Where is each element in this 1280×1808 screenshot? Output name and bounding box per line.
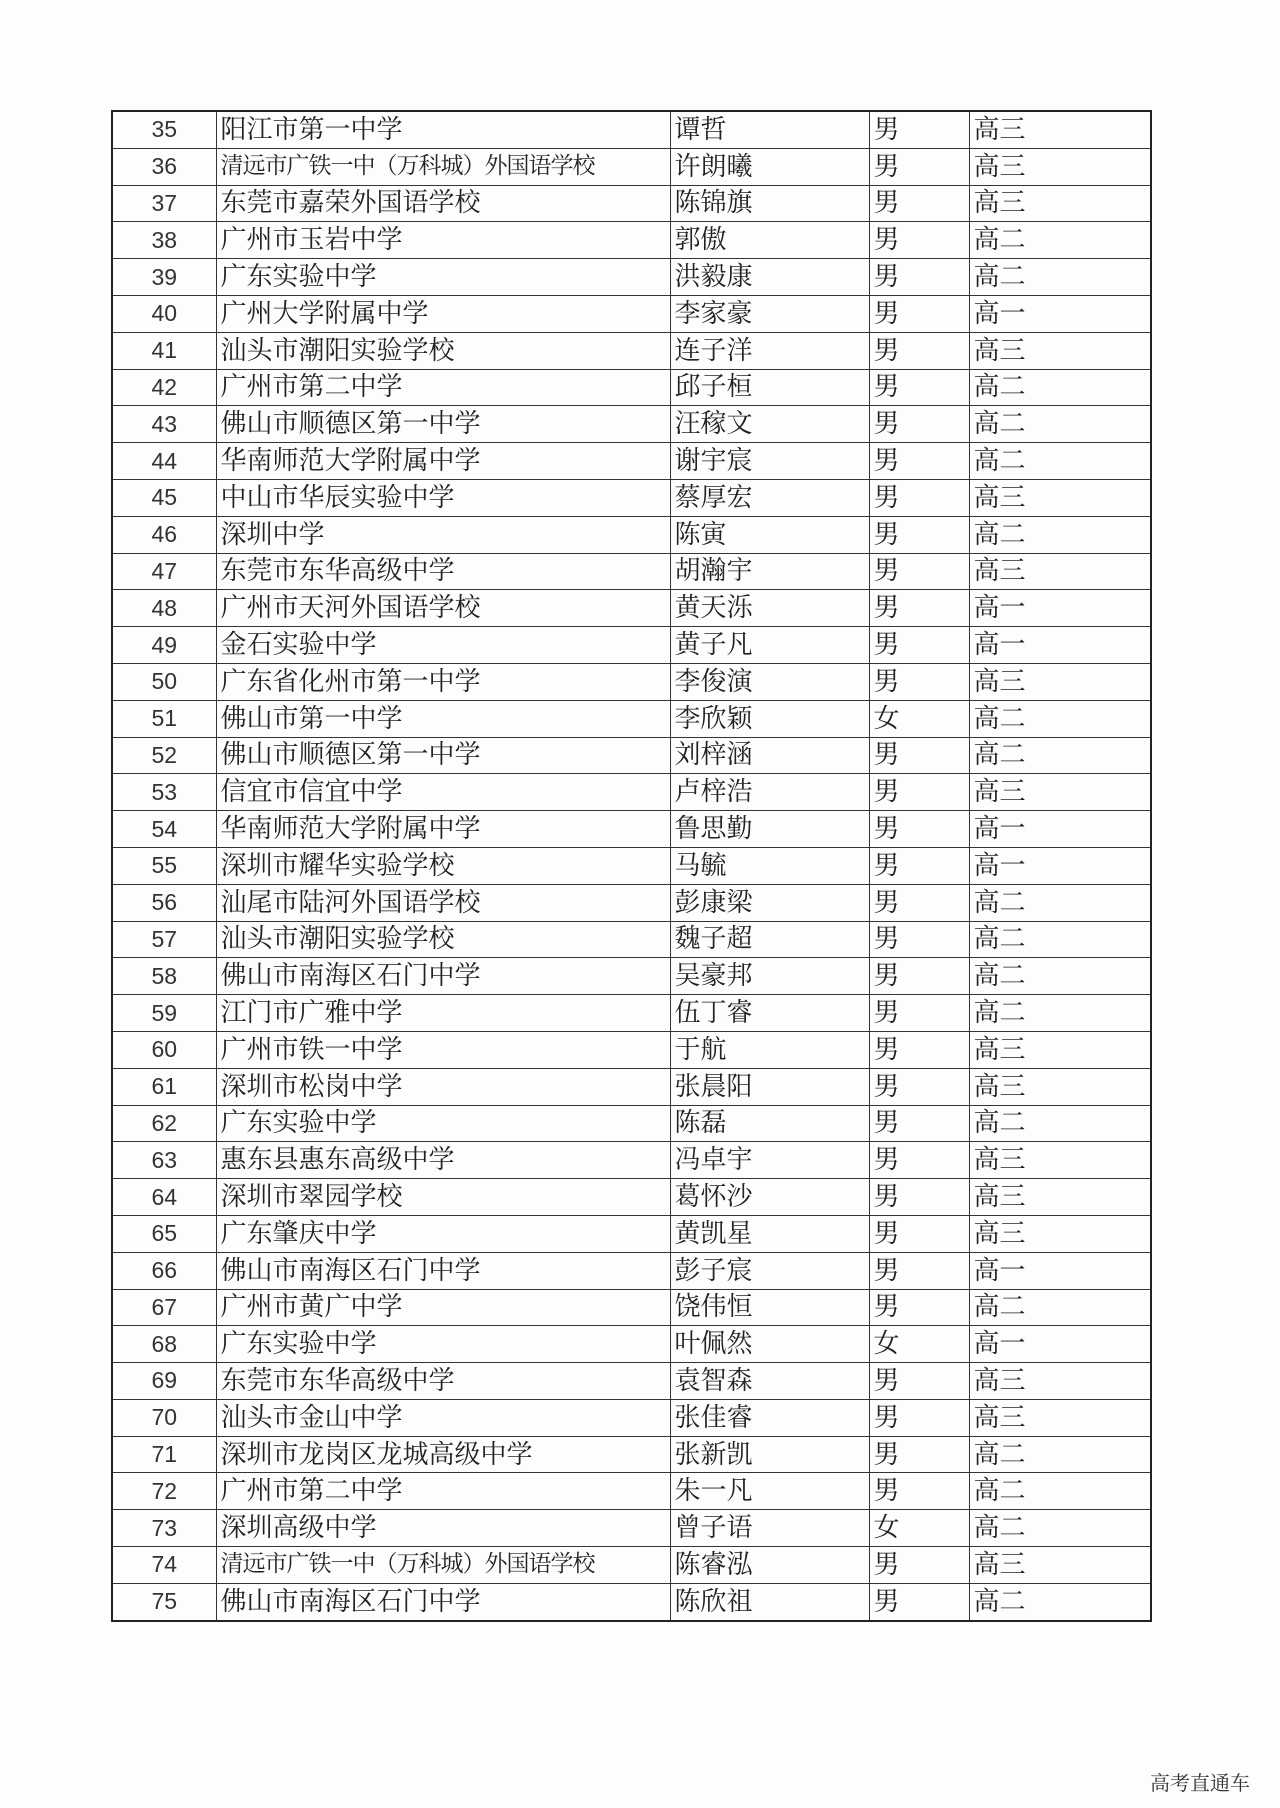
row-number: 38: [112, 222, 216, 259]
student-name-cell: 胡瀚宇: [670, 553, 869, 590]
row-number: 50: [112, 663, 216, 700]
row-number: 67: [112, 1289, 216, 1326]
row-number: 42: [112, 369, 216, 406]
row-number: 48: [112, 590, 216, 627]
student-name-cell: 许朗曦: [670, 148, 869, 185]
grade-cell: 高三: [969, 1179, 1151, 1216]
school-cell: 广州市天河外国语学校: [216, 590, 670, 627]
grade-cell: 高三: [969, 1399, 1151, 1436]
gender-cell: 男: [869, 590, 969, 627]
student-name-cell: 张佳睿: [670, 1399, 869, 1436]
table-row: [112, 295, 1151, 332]
student-name-cell: 伍丁睿: [670, 995, 869, 1032]
gender-cell: 男: [869, 185, 969, 222]
gender-cell: 男: [869, 1142, 969, 1179]
grade-cell: 高三: [969, 1363, 1151, 1400]
grade-cell: 高三: [969, 1215, 1151, 1252]
student-name-cell: 彭康梁: [670, 884, 869, 921]
school-cell: 清远市广铁一中（万科城）外国语学校: [216, 1547, 670, 1584]
table-row: [112, 185, 1151, 222]
student-name-cell: 彭子宸: [670, 1252, 869, 1289]
grade-cell: 高一: [969, 847, 1151, 884]
school-cell: 佛山市第一中学: [216, 700, 670, 737]
gender-cell: 男: [869, 1179, 969, 1216]
row-number: 73: [112, 1510, 216, 1547]
row-number: 40: [112, 295, 216, 332]
gender-cell: 男: [869, 1473, 969, 1510]
student-name-cell: 黄凯星: [670, 1215, 869, 1252]
row-number: 52: [112, 737, 216, 774]
table-row: [112, 1179, 1151, 1216]
table-row: [112, 1252, 1151, 1289]
row-number: 51: [112, 700, 216, 737]
school-cell: 广东肇庆中学: [216, 1215, 670, 1252]
grade-cell: 高二: [969, 737, 1151, 774]
row-number: 46: [112, 516, 216, 553]
school-cell: 深圳市龙岗区龙城高级中学: [216, 1436, 670, 1473]
gender-cell: 男: [869, 1215, 969, 1252]
gender-cell: 男: [869, 1289, 969, 1326]
grade-cell: 高一: [969, 1252, 1151, 1289]
row-number: 58: [112, 958, 216, 995]
row-number: 45: [112, 479, 216, 516]
grade-cell: 高二: [969, 921, 1151, 958]
grade-cell: 高二: [969, 995, 1151, 1032]
gender-cell: 男: [869, 811, 969, 848]
student-name-cell: 黄子凡: [670, 627, 869, 664]
table-row: [112, 406, 1151, 443]
school-cell: 佛山市顺德区第一中学: [216, 737, 670, 774]
table-row: [112, 1436, 1151, 1473]
table-row: [112, 1363, 1151, 1400]
table-row: [112, 1326, 1151, 1363]
student-name-cell: 陈寅: [670, 516, 869, 553]
gender-cell: 男: [869, 111, 969, 148]
school-cell: 广东实验中学: [216, 259, 670, 296]
school-cell: 佛山市南海区石门中学: [216, 1583, 670, 1620]
row-number: 72: [112, 1473, 216, 1510]
row-number: 70: [112, 1399, 216, 1436]
student-name-cell: 邱子桓: [670, 369, 869, 406]
grade-cell: 高二: [969, 369, 1151, 406]
row-number: 57: [112, 921, 216, 958]
grade-cell: 高三: [969, 332, 1151, 369]
gender-cell: 男: [869, 443, 969, 480]
table-row: [112, 369, 1151, 406]
table-row: [112, 774, 1151, 811]
row-number: 43: [112, 406, 216, 443]
student-name-cell: 李俊演: [670, 663, 869, 700]
gender-cell: 男: [869, 148, 969, 185]
school-cell: 汕头市潮阳实验学校: [216, 332, 670, 369]
row-number: 63: [112, 1142, 216, 1179]
grade-cell: 高二: [969, 1105, 1151, 1142]
table-row: [112, 700, 1151, 737]
student-name-cell: 冯卓宇: [670, 1142, 869, 1179]
table-row: [112, 921, 1151, 958]
school-cell: 广州大学附属中学: [216, 295, 670, 332]
grade-cell: 高一: [969, 627, 1151, 664]
gender-cell: 女: [869, 700, 969, 737]
gender-cell: 男: [869, 1436, 969, 1473]
table-row: [112, 1068, 1151, 1105]
student-name-cell: 连子洋: [670, 332, 869, 369]
grade-cell: 高二: [969, 259, 1151, 296]
table-row: [112, 259, 1151, 296]
table-row: [112, 995, 1151, 1032]
school-cell: 东莞市东华高级中学: [216, 1363, 670, 1400]
table-row: [112, 148, 1151, 185]
school-cell: 中山市华辰实验中学: [216, 479, 670, 516]
gender-cell: 男: [869, 1031, 969, 1068]
table-row: [112, 1473, 1151, 1510]
grade-cell: 高二: [969, 406, 1151, 443]
row-number: 75: [112, 1583, 216, 1620]
grade-cell: 高二: [969, 958, 1151, 995]
grade-cell: 高二: [969, 443, 1151, 480]
gender-cell: 男: [869, 222, 969, 259]
row-number: 47: [112, 553, 216, 590]
gender-cell: 男: [869, 1547, 969, 1584]
student-name-cell: 陈磊: [670, 1105, 869, 1142]
gender-cell: 男: [869, 1399, 969, 1436]
row-number: 39: [112, 259, 216, 296]
grade-cell: 高二: [969, 1473, 1151, 1510]
student-name-cell: 马毓: [670, 847, 869, 884]
student-name-cell: 鲁思勤: [670, 811, 869, 848]
row-number: 71: [112, 1436, 216, 1473]
table-row: [112, 1583, 1151, 1620]
gender-cell: 男: [869, 958, 969, 995]
school-cell: 广东实验中学: [216, 1105, 670, 1142]
gender-cell: 男: [869, 259, 969, 296]
table-row: [112, 332, 1151, 369]
row-number: 64: [112, 1179, 216, 1216]
student-name-cell: 饶伟恒: [670, 1289, 869, 1326]
gender-cell: 男: [869, 406, 969, 443]
gender-cell: 男: [869, 1105, 969, 1142]
school-cell: 阳江市第一中学: [216, 111, 670, 148]
table-row: [112, 1142, 1151, 1179]
student-name-cell: 刘梓涵: [670, 737, 869, 774]
gender-cell: 男: [869, 627, 969, 664]
gender-cell: 男: [869, 884, 969, 921]
school-cell: 深圳高级中学: [216, 1510, 670, 1547]
school-cell: 佛山市顺德区第一中学: [216, 406, 670, 443]
gender-cell: 男: [869, 1068, 969, 1105]
student-name-cell: 魏子超: [670, 921, 869, 958]
gender-cell: 男: [869, 295, 969, 332]
student-name-cell: 谭哲: [670, 111, 869, 148]
student-name-cell: 汪稼文: [670, 406, 869, 443]
school-cell: 广州市第二中学: [216, 369, 670, 406]
school-cell: 华南师范大学附属中学: [216, 443, 670, 480]
grade-cell: 高二: [969, 1436, 1151, 1473]
row-number: 41: [112, 332, 216, 369]
student-name-cell: 郭傲: [670, 222, 869, 259]
table-row: [112, 1399, 1151, 1436]
school-cell: 东莞市嘉荣外国语学校: [216, 185, 670, 222]
gender-cell: 男: [869, 1583, 969, 1620]
row-number: 54: [112, 811, 216, 848]
student-name-cell: 于航: [670, 1031, 869, 1068]
row-number: 35: [112, 111, 216, 148]
school-cell: 广州市黄广中学: [216, 1289, 670, 1326]
gender-cell: 女: [869, 1510, 969, 1547]
school-cell: 江门市广雅中学: [216, 995, 670, 1032]
grade-cell: 高三: [969, 553, 1151, 590]
row-number: 74: [112, 1547, 216, 1584]
table-row: [112, 847, 1151, 884]
student-name-cell: 张晨阳: [670, 1068, 869, 1105]
grade-cell: 高三: [969, 663, 1151, 700]
grade-cell: 高一: [969, 811, 1151, 848]
student-name-cell: 卢梓浩: [670, 774, 869, 811]
gender-cell: 男: [869, 663, 969, 700]
school-cell: 汕头市潮阳实验学校: [216, 921, 670, 958]
gender-cell: 男: [869, 516, 969, 553]
grade-cell: 高二: [969, 222, 1151, 259]
gender-cell: 男: [869, 737, 969, 774]
school-cell: 广州市玉岩中学: [216, 222, 670, 259]
grade-cell: 高三: [969, 1142, 1151, 1179]
gender-cell: 男: [869, 995, 969, 1032]
student-name-cell: 洪毅康: [670, 259, 869, 296]
grade-cell: 高三: [969, 1031, 1151, 1068]
table-row: [112, 1215, 1151, 1252]
row-number: 65: [112, 1215, 216, 1252]
school-cell: 广东省化州市第一中学: [216, 663, 670, 700]
school-cell: 惠东县惠东高级中学: [216, 1142, 670, 1179]
school-cell: 佛山市南海区石门中学: [216, 1252, 670, 1289]
table-row: [112, 1510, 1151, 1547]
row-number: 61: [112, 1068, 216, 1105]
table-row: [112, 1031, 1151, 1068]
row-number: 55: [112, 847, 216, 884]
gender-cell: 男: [869, 1252, 969, 1289]
grade-cell: 高三: [969, 1547, 1151, 1584]
school-cell: 深圳市翠园学校: [216, 1179, 670, 1216]
student-name-cell: 陈睿泓: [670, 1547, 869, 1584]
school-cell: 金石实验中学: [216, 627, 670, 664]
row-number: 66: [112, 1252, 216, 1289]
gender-cell: 女: [869, 1326, 969, 1363]
school-cell: 深圳中学: [216, 516, 670, 553]
gender-cell: 男: [869, 369, 969, 406]
table-row: [112, 553, 1151, 590]
school-cell: 广东实验中学: [216, 1326, 670, 1363]
school-cell: 东莞市东华高级中学: [216, 553, 670, 590]
grade-cell: 高一: [969, 1326, 1151, 1363]
row-number: 56: [112, 884, 216, 921]
student-name-cell: 李家豪: [670, 295, 869, 332]
table-row: [112, 737, 1151, 774]
school-cell: 佛山市南海区石门中学: [216, 958, 670, 995]
watermark: 高考直通车: [1150, 1771, 1250, 1795]
gender-cell: 男: [869, 479, 969, 516]
grade-cell: 高三: [969, 111, 1151, 148]
row-number: 60: [112, 1031, 216, 1068]
table-row: [112, 222, 1151, 259]
row-number: 69: [112, 1363, 216, 1400]
gender-cell: 男: [869, 332, 969, 369]
grade-cell: 高二: [969, 1289, 1151, 1326]
table-row: [112, 479, 1151, 516]
school-cell: 广州市第二中学: [216, 1473, 670, 1510]
student-name-cell: 蔡厚宏: [670, 479, 869, 516]
grade-cell: 高一: [969, 295, 1151, 332]
school-cell: 信宜市信宜中学: [216, 774, 670, 811]
student-name-cell: 陈锦旗: [670, 185, 869, 222]
table-row: [112, 111, 1151, 148]
table-row: [112, 1547, 1151, 1584]
school-cell: 广州市铁一中学: [216, 1031, 670, 1068]
gender-cell: 男: [869, 1363, 969, 1400]
student-name-cell: 朱一凡: [670, 1473, 869, 1510]
grade-cell: 高二: [969, 516, 1151, 553]
student-name-cell: 黄天泺: [670, 590, 869, 627]
gender-cell: 男: [869, 774, 969, 811]
student-name-cell: 葛怀沙: [670, 1179, 869, 1216]
grade-cell: 高三: [969, 148, 1151, 185]
gender-cell: 男: [869, 921, 969, 958]
row-number: 68: [112, 1326, 216, 1363]
table-row: [112, 443, 1151, 480]
school-cell: 清远市广铁一中（万科城）外国语学校: [216, 148, 670, 185]
grade-cell: 高三: [969, 1068, 1151, 1105]
table-body: [112, 111, 1151, 1621]
row-number: 62: [112, 1105, 216, 1142]
student-name-cell: 张新凯: [670, 1436, 869, 1473]
student-name-cell: 袁智森: [670, 1363, 869, 1400]
gender-cell: 男: [869, 847, 969, 884]
student-name-cell: 吴豪邦: [670, 958, 869, 995]
school-cell: 深圳市耀华实验学校: [216, 847, 670, 884]
student-name-cell: 陈欣祖: [670, 1583, 869, 1620]
grade-cell: 高三: [969, 479, 1151, 516]
row-number: 37: [112, 185, 216, 222]
gender-cell: 男: [869, 553, 969, 590]
student-name-cell: 叶佩然: [670, 1326, 869, 1363]
grade-cell: 高一: [969, 590, 1151, 627]
row-number: 49: [112, 627, 216, 664]
grade-cell: 高二: [969, 884, 1151, 921]
table-row: [112, 590, 1151, 627]
table-row: [112, 516, 1151, 553]
row-number: 36: [112, 148, 216, 185]
grade-cell: 高二: [969, 1583, 1151, 1620]
grade-cell: 高三: [969, 185, 1151, 222]
table-row: [112, 1105, 1151, 1142]
student-name-cell: 谢宇宸: [670, 443, 869, 480]
row-number: 59: [112, 995, 216, 1032]
grade-cell: 高二: [969, 700, 1151, 737]
school-cell: 汕头市金山中学: [216, 1399, 670, 1436]
student-list-table: [111, 110, 1152, 1622]
school-cell: 深圳市松岗中学: [216, 1068, 670, 1105]
school-cell: 汕尾市陆河外国语学校: [216, 884, 670, 921]
table-row: [112, 811, 1151, 848]
student-name-cell: 李欣颖: [670, 700, 869, 737]
table-row: [112, 958, 1151, 995]
table-row: [112, 627, 1151, 664]
table-row: [112, 1289, 1151, 1326]
grade-cell: 高二: [969, 1510, 1151, 1547]
row-number: 53: [112, 774, 216, 811]
student-name-cell: 曾子语: [670, 1510, 869, 1547]
table-row: [112, 884, 1151, 921]
grade-cell: 高三: [969, 774, 1151, 811]
table-row: [112, 663, 1151, 700]
school-cell: 华南师范大学附属中学: [216, 811, 670, 848]
row-number: 44: [112, 443, 216, 480]
